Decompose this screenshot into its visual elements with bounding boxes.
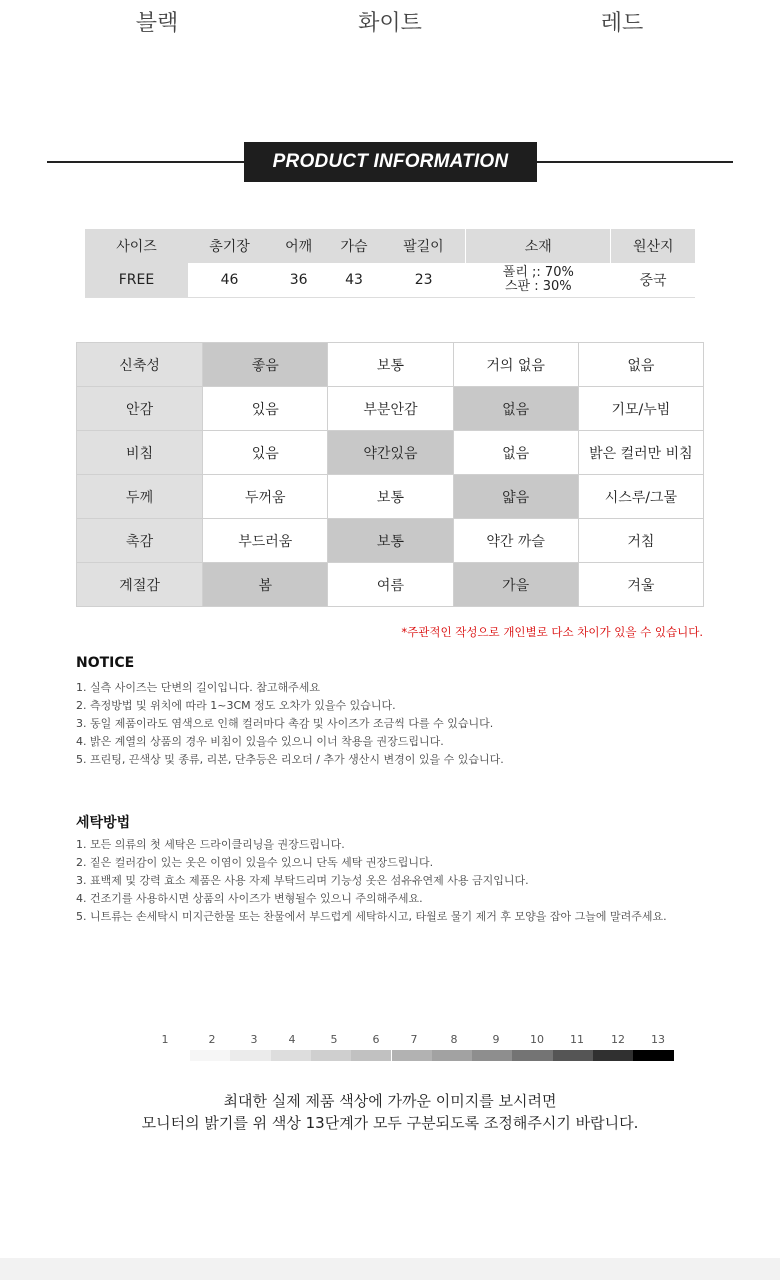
property-option: 부드러움	[203, 519, 328, 563]
property-label: 계절감	[77, 563, 203, 607]
property-option: 있음	[203, 431, 328, 475]
monitor-note-line: 최대한 실제 제품 색상에 가까운 이미지를 보시려면	[223, 1092, 557, 1110]
scale-step-label: 10	[530, 1033, 544, 1046]
properties-table	[76, 342, 704, 607]
property-option: 가을	[453, 563, 578, 607]
property-option: 없음	[578, 343, 703, 387]
size-value: 23	[382, 263, 466, 298]
size-table-row	[85, 263, 695, 298]
property-option: 여름	[328, 563, 453, 607]
notice-item: 1. 실측 사이즈는 단변의 길이입니다. 참고해주세요	[76, 681, 320, 694]
property-option: 얇음	[453, 475, 578, 519]
notice-item: 2. 측정방법 및 위치에 따라 1~3CM 정도 오차가 있을수 있습니다.	[76, 699, 396, 712]
size-value: 43	[326, 263, 381, 298]
scale-step-label: 7	[410, 1033, 418, 1046]
washing-title: 세탁방법	[76, 815, 131, 831]
material-line: 폴리 ;: 70%	[502, 265, 574, 280]
property-option: 보통	[328, 519, 453, 563]
color-red-label: 레드	[600, 11, 644, 36]
property-option: 거의 없음	[453, 343, 578, 387]
monitor-note-line: 모니터의 밝기를 위 색상 13단계가 모두 구분되도록 조정해주시기 바랍니다.	[141, 1114, 639, 1132]
notice-list	[76, 679, 504, 769]
property-option: 보통	[328, 475, 453, 519]
notice-item: 3. 동일 제품이라도 염색으로 인해 컬러마다 촉감 및 사이즈가 조금씩 다를 수 있습니다.	[76, 717, 494, 730]
size-header-cell: 소재	[466, 229, 611, 263]
scale-swatch	[271, 1050, 311, 1061]
washing-item: 1. 모든 의류의 첫 세탁은 드라이클리닝을 권장드립니다.	[76, 838, 345, 851]
property-option: 없음	[453, 431, 578, 475]
size-header-cell: 사이즈	[85, 229, 188, 263]
scale-swatch	[432, 1050, 472, 1061]
scale-step-label: 13	[651, 1033, 665, 1046]
scale-step-label: 2	[208, 1033, 216, 1046]
property-option: 거침	[578, 519, 703, 563]
property-option: 약간 까슬	[453, 519, 578, 563]
property-option: 밝은 컬러만 비침	[578, 431, 703, 475]
scale-step-label: 9	[492, 1033, 500, 1046]
size-table-header	[85, 229, 695, 263]
footer-bar	[0, 1258, 780, 1280]
property-label: 신축성	[77, 343, 203, 387]
scale-swatch	[392, 1050, 432, 1061]
washing-list	[76, 836, 667, 926]
scale-swatch	[311, 1050, 351, 1061]
color-black-label: 블랙	[135, 11, 179, 36]
washing-item: 3. 표백제 및 강력 효소 제품은 사용 자제 부탁드리며 기능성 옷은 섬유유연제 사용 금지입니다.	[76, 874, 529, 887]
property-label: 두께	[77, 475, 203, 519]
scale-swatch	[472, 1050, 512, 1061]
property-option: 시스루/그물	[578, 475, 703, 519]
size-header-cell: 팔길이	[382, 229, 466, 263]
scale-swatch	[512, 1050, 552, 1061]
property-row	[77, 387, 704, 431]
scale-step-label: 6	[372, 1033, 380, 1046]
scale-swatch	[553, 1050, 593, 1061]
scale-step-label: 11	[570, 1033, 584, 1046]
scale-step-label: 12	[611, 1033, 625, 1046]
size-header-cell: 어깨	[271, 229, 326, 263]
scale-swatch	[351, 1050, 391, 1061]
scale-step-label: 1	[161, 1033, 169, 1046]
size-header-cell: 원산지	[611, 229, 695, 263]
property-option: 좋음	[203, 343, 328, 387]
scale-step-label: 4	[288, 1033, 296, 1046]
property-row	[77, 563, 704, 607]
washing-item: 4. 건조기를 사용하시면 상품의 사이즈가 변형될수 있으니 주의해주세요.	[76, 892, 423, 905]
scale-swatch	[230, 1050, 270, 1061]
property-row	[77, 475, 704, 519]
notice-item: 4. 밝은 계열의 상품의 경우 비침이 있을수 있으니 이너 착용을 권장드립니다.	[76, 735, 444, 748]
scale-step-label: 8	[450, 1033, 458, 1046]
size-header-cell: 총기장	[188, 229, 271, 263]
property-option: 부분안감	[328, 387, 453, 431]
size-value: 46	[188, 263, 271, 298]
property-option: 겨울	[578, 563, 703, 607]
size-value: 36	[271, 263, 326, 298]
section-title: PRODUCT INFORMATION	[244, 142, 537, 182]
washing-item: 2. 짙은 컬러감이 있는 옷은 이염이 있을수 있으니 단독 세탁 권장드립니다.	[76, 856, 434, 869]
scale-swatch	[633, 1050, 673, 1061]
property-option: 기모/누빔	[578, 387, 703, 431]
scale-step-label: 3	[250, 1033, 258, 1046]
property-option: 봄	[203, 563, 328, 607]
material-value	[466, 263, 611, 298]
scale-swatch	[593, 1050, 633, 1061]
material-line: 스판 : 30%	[504, 279, 572, 294]
size-row-label: FREE	[85, 263, 188, 298]
disclaimer-text: *주관적인 작성으로 개인별로 다소 차이가 있을 수 있습니다.	[401, 625, 703, 639]
origin-value: 중국	[611, 263, 695, 298]
size-table	[85, 229, 695, 298]
property-option: 보통	[328, 343, 453, 387]
property-label: 촉감	[77, 519, 203, 563]
property-option: 없음	[453, 387, 578, 431]
property-row	[77, 519, 704, 563]
property-option: 약간있음	[328, 431, 453, 475]
size-header-cell: 가슴	[326, 229, 381, 263]
color-white-label: 화이트	[358, 11, 422, 36]
notice-title: NOTICE	[76, 655, 135, 671]
scale-swatch	[190, 1050, 230, 1061]
scale-step-label: 5	[330, 1033, 338, 1046]
notice-item: 5. 프린팅, 끈색상 및 종류, 리본, 단추등은 리오더 / 추가 생산시 변경이 있을 수 있습니다.	[76, 753, 504, 766]
property-row	[77, 431, 704, 475]
property-option: 있음	[203, 387, 328, 431]
washing-item: 5. 니트류는 손세탁시 미지근한물 또는 찬물에서 부드럽게 세탁하시고, 타월로 물기 제거 후 모양을 잡아 그늘에 말려주세요.	[76, 910, 667, 923]
property-label: 안감	[77, 387, 203, 431]
property-label: 비침	[77, 431, 203, 475]
property-row	[77, 343, 704, 387]
property-option: 두꺼움	[203, 475, 328, 519]
